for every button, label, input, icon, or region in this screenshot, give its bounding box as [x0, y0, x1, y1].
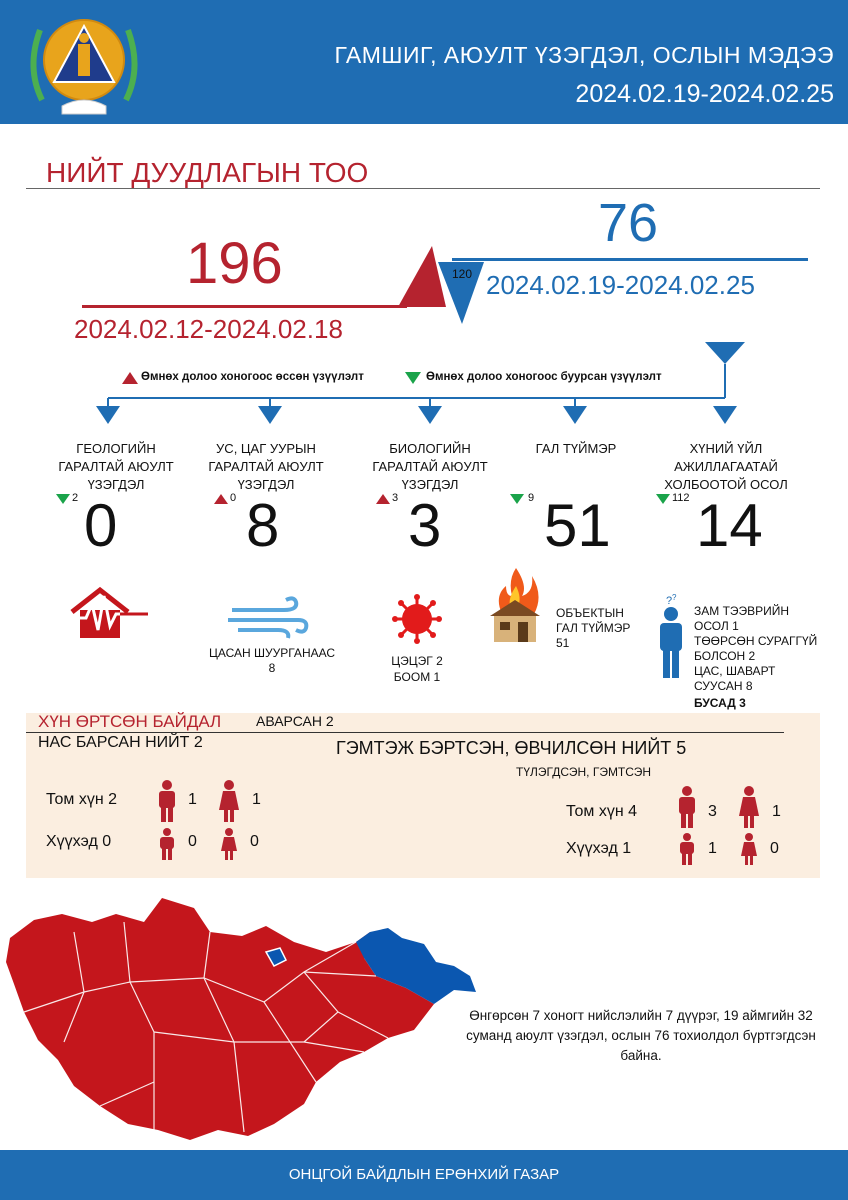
change-triangles-icon	[396, 244, 484, 326]
divider	[26, 188, 820, 189]
rescued-count: АВАРСАН 2	[256, 713, 334, 729]
male-adult-icon	[156, 780, 178, 822]
dead-child-female-count: 0	[250, 833, 259, 850]
svg-text:?: ?	[666, 595, 673, 607]
previous-week-line	[82, 305, 407, 308]
current-week-line	[452, 258, 808, 261]
dead-adult-label: Том хүн 2	[46, 791, 118, 808]
difference-value: 120	[452, 267, 473, 281]
header-date-range: 2024.02.19-2024.02.25	[575, 80, 834, 108]
emblem-logo-icon	[22, 8, 146, 120]
increase-triangle-icon	[122, 372, 138, 384]
dead-child-label: Хүүхэд 0	[46, 833, 112, 850]
mongolia-map	[4, 892, 480, 1142]
injured-subtitle: ТҮЛЭГДСЭН, ГЭМТСЭН	[516, 765, 652, 779]
category-delta-human-activity: 112	[672, 492, 690, 504]
category-label-geological: ГЕОЛОГИЙН ГАРАЛТАЙ АЮУЛТ ҮЗЭГДЭЛ	[58, 441, 174, 492]
category-value-biological: 3	[408, 492, 442, 559]
header-title: ГАМШИГ, АЮУЛТ ҮЗЭГДЭЛ, ОСЛЫН МЭДЭЭ	[334, 42, 834, 68]
dead-adult-female-count: 1	[252, 791, 261, 808]
male-child-icon	[678, 833, 696, 865]
previous-week-date: 2024.02.12-2024.02.18	[74, 314, 343, 344]
svg-text:?: ?	[672, 594, 677, 602]
detail-human-line3: ТӨӨРСӨН СУРАГГҮЙ	[694, 634, 818, 648]
category-delta-biological: 3	[392, 492, 399, 504]
current-week-date: 2024.02.19-2024.02.25	[486, 270, 755, 300]
detail-fire-line1: ОБЪЕКТЫН	[556, 606, 624, 620]
earthquake-house-icon	[66, 586, 148, 640]
detail-human-line4: БОЛСОН 2	[694, 649, 756, 663]
virus-icon	[392, 594, 442, 644]
female-child-icon	[740, 833, 758, 865]
category-label-human-activity: ХҮНИЙ ҮЙЛ АЖИЛЛАГААТАЙ ХОЛБООТОЙ ОСОЛ	[664, 441, 788, 492]
wind-icon	[228, 596, 310, 642]
category-delta-hydromet: 0	[230, 492, 237, 504]
detail-human-line6: СУУСАН 8	[694, 679, 753, 693]
category-delta-fire: 9	[528, 492, 535, 504]
increase-triangle-icon	[214, 494, 228, 504]
total-calls-title: НИЙТ ДУУДЛАГЫН ТОО	[46, 157, 369, 188]
detail-anthrax: БООМ 1	[393, 670, 441, 684]
male-child-icon	[158, 828, 176, 860]
category-delta-geological: 2	[72, 492, 79, 504]
casualty-divider	[26, 732, 784, 733]
injured-child-female-count: 0	[770, 840, 779, 857]
increase-triangle-icon	[376, 494, 390, 504]
dead-title: НАС БАРСАН НИЙТ 2	[38, 734, 203, 751]
dead-adult-male-count: 1	[188, 791, 197, 808]
house-fire-icon	[488, 566, 542, 644]
casualty-title: ХҮН ӨРТСӨН БАЙДАЛ	[38, 712, 222, 731]
previous-week-value: 196	[186, 231, 283, 296]
detail-human-line5: ЦАС, ШАВАРТ	[694, 664, 776, 678]
detail-blizzard-label: ЦАСАН ШУУРГАНААС	[208, 646, 336, 660]
detail-human-line1: ЗАМ ТЭЭВРИЙН	[694, 604, 790, 618]
category-value-geological: 0	[84, 492, 118, 559]
decrease-triangle-icon	[56, 494, 70, 504]
injured-child-male-count: 1	[708, 840, 717, 857]
person-question-icon	[656, 594, 686, 680]
male-adult-icon	[676, 786, 698, 828]
decrease-triangle-icon	[656, 494, 670, 504]
injured-child-label: Хүүхэд 1	[566, 840, 632, 857]
category-label-hydromet: УС, ЦАГ УУРЫН ГАРАЛТАЙ АЮУЛТ ҮЗЭГДЭЛ	[208, 441, 324, 492]
category-label-fire: ГАЛ ТҮЙМЭР	[535, 441, 617, 456]
decrease-triangle-icon	[405, 372, 421, 384]
category-value-human-activity: 14	[696, 492, 763, 559]
female-child-icon	[220, 828, 238, 860]
injured-title: ГЭМТЭЖ БЭРТСЭН, ӨВЧИЛСӨН НИЙТ 5	[336, 738, 687, 758]
detail-blizzard-count: 8	[268, 661, 276, 675]
category-label-biological: БИОЛОГИЙН ГАРАЛТАЙ АЮУЛТ ҮЗЭГДЭЛ	[372, 441, 488, 492]
detail-smallpox: ЦЭЦЭГ 2	[391, 654, 443, 668]
category-value-hydromet: 8	[246, 492, 280, 559]
legend-decrease: Өмнөх долоо хоногоос буурсан үзүүлэлт	[426, 371, 662, 383]
detail-human-line2: ОСОЛ 1	[694, 619, 739, 633]
female-adult-icon	[738, 786, 760, 828]
injured-adult-male-count: 3	[708, 803, 717, 820]
current-week-value: 76	[598, 193, 659, 253]
injured-adult-label: Том хүн 4	[566, 803, 638, 820]
map-caption: Өнгөрсөн 7 хоногт нийслэлийн 7 дүүрэг, 19 аймгийн 32 суманд аюулт үзэгдэл, ослын 76 тохиолдол бүртгэгдсэн байна.	[466, 1008, 816, 1063]
legend-increase: Өмнөх долоо хоногоос өссөн үзүүлэлт	[141, 371, 364, 383]
injured-adult-female-count: 1	[772, 803, 781, 820]
decrease-triangle-icon	[510, 494, 524, 504]
detail-fire-line2: ГАЛ ТҮЙМЭР	[556, 621, 631, 635]
dead-child-male-count: 0	[188, 833, 197, 850]
footer-text: ОНЦГОЙ БАЙДЛЫН ЕРӨНХИЙ ГАЗАР	[288, 1166, 560, 1183]
female-adult-icon	[218, 780, 240, 822]
detail-fire-count: 51	[556, 636, 570, 650]
detail-human-other: БУСАД 3	[694, 696, 746, 710]
category-value-fire: 51	[544, 492, 611, 559]
